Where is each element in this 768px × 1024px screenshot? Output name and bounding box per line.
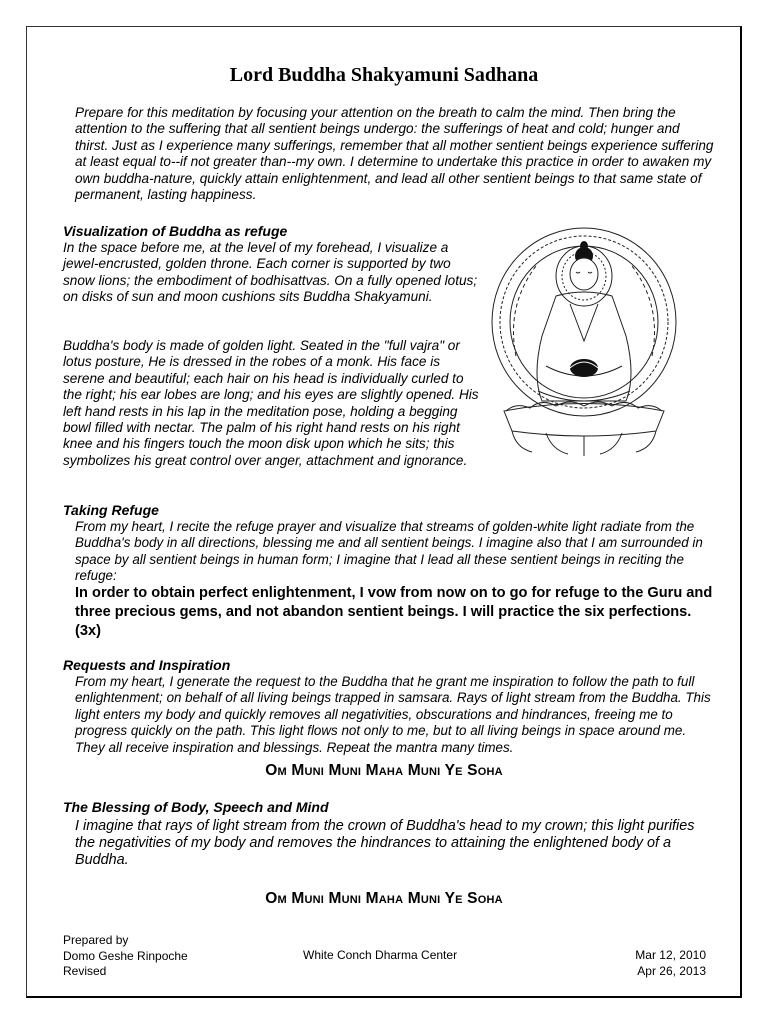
footer-author: Domo Geshe Rinpoche bbox=[63, 948, 188, 963]
intro-paragraph: Prepare for this meditation by focusing your attention on the breath to calm the mind. Then bring the attention to the suffering that all sentient beings undergo: the sufferings of heat and cold; hunger and thirst. Just as I experience many sufferings, remember that all mother sentient beings experience suffering at least equal to--if not greater than--my own. I determine to undertake this practice in order to awaken my own buddha-nature, quickly attain enlightenment, and lead all other sentient beings to that same state of permanent, lasting happiness. bbox=[75, 105, 714, 203]
footer-date-1: Mar 12, 2010 bbox=[635, 948, 706, 962]
blessing-heading: The Blessing of Body, Speech and Mind bbox=[63, 799, 329, 815]
footer-prepared bbox=[63, 933, 188, 980]
blessing-mantra: Om Muni Muni Maha Muni Ye Soha bbox=[265, 890, 503, 907]
visualization-paragraph-1: In the space before me, at the level of my forehead, I visualize a jewel-encrusted, golden throne. Each corner is supported by two snow lions; the embodiment of bodhisattvas. On a fully opened lotus; on disks of sun and moon cushions sits Buddha Shakyamuni. bbox=[63, 240, 478, 305]
buddha-illustration-icon bbox=[486, 226, 682, 458]
footer-date-2: Apr 26, 2013 bbox=[637, 963, 706, 978]
footer-dates bbox=[635, 948, 706, 979]
footer-prepared-by: Prepared by bbox=[63, 933, 129, 947]
requests-mantra: Om Muni Muni Maha Muni Ye Soha bbox=[265, 762, 503, 779]
footer-revised: Revised bbox=[63, 964, 107, 978]
requests-paragraph: From my heart, I generate the request to the Buddha that he grant me inspiration to follow the path to full enlightenment; on behalf of all living beings trapped in samsara. Rays of light stream from the Buddha. This light enters my body and quickly removes all negativities, obscurations and hindrances, freeing me to progress quickly on the path. This light flows not only to me, but to all living beings in space around me. They all receive inspiration and blessings. Repeat the mantra many times. bbox=[75, 674, 711, 755]
blessing-paragraph: I imagine that rays of light stream from the crown of Buddha's head to my crown; this light purifies the negativities of my body and removes the hindrances to attaining the enlightened body of a Buddha. bbox=[75, 818, 695, 869]
refuge-heading: Taking Refuge bbox=[63, 502, 159, 518]
page-title: Lord Buddha Shakyamuni Sadhana bbox=[229, 64, 539, 86]
footer-center: White Conch Dharma Center bbox=[303, 948, 458, 962]
refuge-vow: In order to obtain perfect enlightenment, I vow from now on to go for refuge to the Guru and three precious gems, and not abandon sentient beings. I will practice the six perfections. (3x) bbox=[75, 585, 713, 639]
refuge-paragraph: From my heart, I recite the refuge prayer and visualize that streams of golden-white light radiate from the Buddha's body in all directions, blessing me and all sentient beings. I imagine also that I am surrounded in space by all sentient beings in human form; I imagine that I lead all these sentient beings in reciting the refuge: bbox=[75, 519, 703, 584]
visualization-heading: Visualization of Buddha as refuge bbox=[63, 223, 288, 239]
requests-heading: Requests and Inspiration bbox=[63, 657, 231, 673]
visualization-paragraph-2: Buddha's body is made of golden light. Seated in the "full vajra" or lotus posture, He is dressed in the robes of a monk. His face is serene and beautiful; each hair on his head is individually curled to the right; his ear lobes are long; and his eyes are slightly opened. His left hand rests in his lap in the meditation pose, holding a begging bowl filled with nectar. The palm of his right hand rests on his right knee and his fingers touch the moon disk upon which he sits; this symbolizes his great control over anger, attachment and ignorance. bbox=[63, 338, 479, 468]
